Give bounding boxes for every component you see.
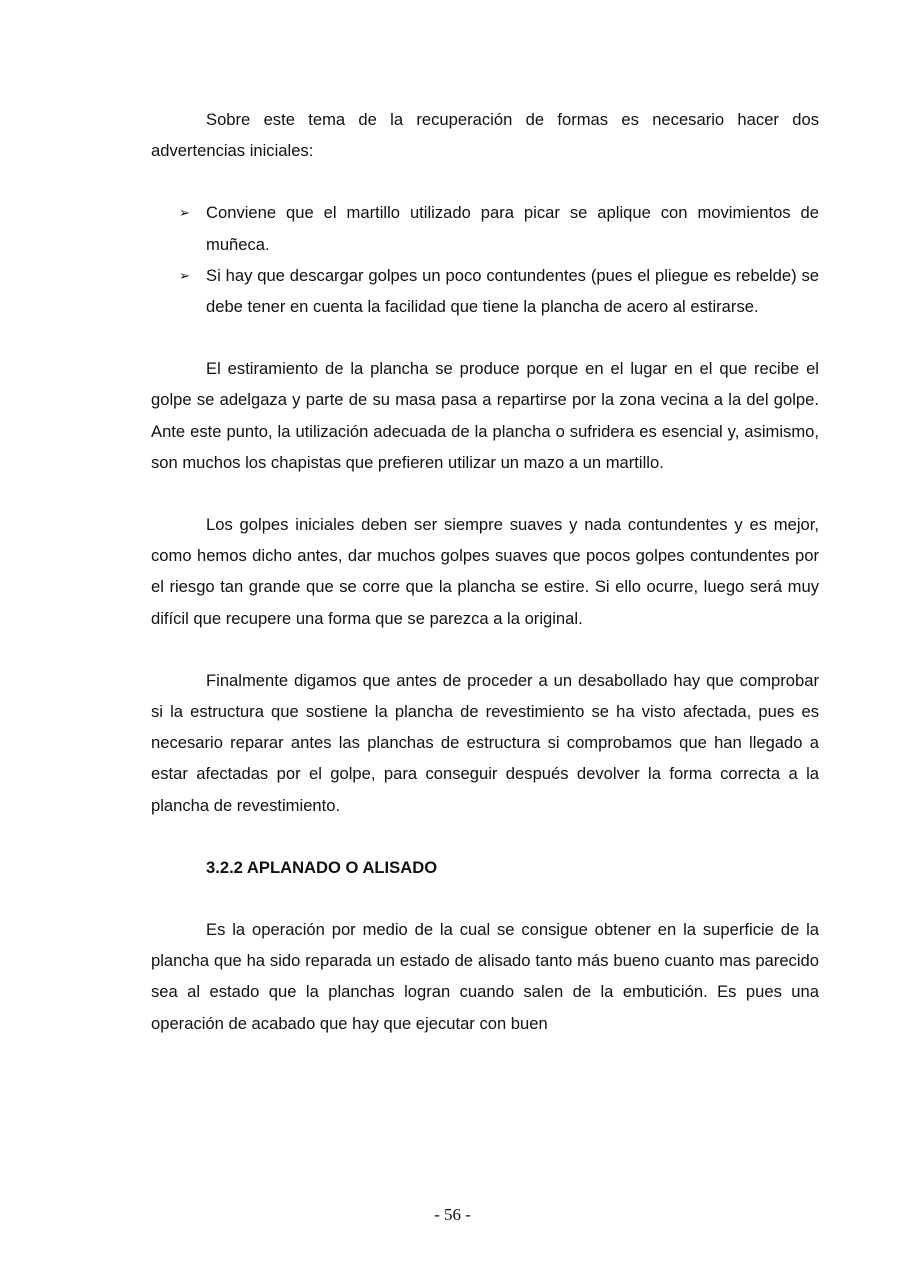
spacer	[151, 166, 819, 197]
list-item	[179, 260, 819, 322]
spacer	[151, 322, 819, 353]
paragraph-finalmente: Finalmente digamos que antes de proceder a un desabollado hay que comprobar si la estructura que sostiene la plancha de revestimiento se ha visto afectada, pues es necesario reparar antes las planchas de estructura si comprobamos que han llegado a estar afectadas por el golpe, para conseguir después devolver la forma correcta a la plancha de revestimiento.	[151, 670, 819, 815]
page-number: - 56 -	[434, 1205, 471, 1224]
spacer	[151, 634, 819, 665]
spacer	[151, 478, 819, 509]
arrow-bullet-icon: ➢	[179, 267, 190, 283]
arrow-bullet-icon: ➢	[179, 205, 190, 221]
spacer	[151, 883, 819, 914]
paragraph-golpes-iniciales: Los golpes iniciales deben ser siempre suaves y nada contundentes y es mejor, como hemos dicho antes, dar muchos golpes suaves que pocos golpes contundentes por el riesgo tan grande que se corre que la plancha se estire. Si ello ocurre, luego será muy difícil que recupere una forma que se parezca a la original.	[151, 515, 819, 628]
bullet-text: Conviene que el martillo utilizado para picar se aplique con movimientos de muñeca.	[206, 203, 819, 254]
paragraph-estiramiento: El estiramiento de la plancha se produce porque en el lugar en el que recibe el golpe se adelgaza y parte de su masa pasa a repartirse por la zona vecina a la del golpe. Ante este punto, la utilización adecuada de la plancha o sufridera es esencial y, asimismo, son muchos los chapistas que prefieren utilizar un mazo a un martillo.	[151, 359, 819, 472]
page-body	[151, 104, 819, 1039]
bullet-list	[151, 197, 819, 322]
spacer	[151, 821, 819, 852]
paragraph-aplanado: Es la operación por medio de la cual se consigue obtener en la superficie de la plancha que ha sido reparada un estado de alisado tanto más bueno cuanto mas parecido sea al estado que la planchas logran cuando salen de la embutición. Es pues una operación de acabado que hay que ejecutar con buen	[151, 920, 819, 1033]
list-item	[179, 197, 819, 259]
bullet-text: Si hay que descargar golpes un poco contundentes (pues el pliegue es rebelde) se debe tener en cuenta la facilidad que tiene la plancha de acero al estirarse.	[206, 265, 819, 317]
section-heading: 3.2.2 APLANADO O ALISADO	[206, 857, 438, 877]
intro-paragraph: Sobre este tema de la recuperación de formas es necesario hacer dos advertencias iniciales:	[151, 110, 819, 161]
